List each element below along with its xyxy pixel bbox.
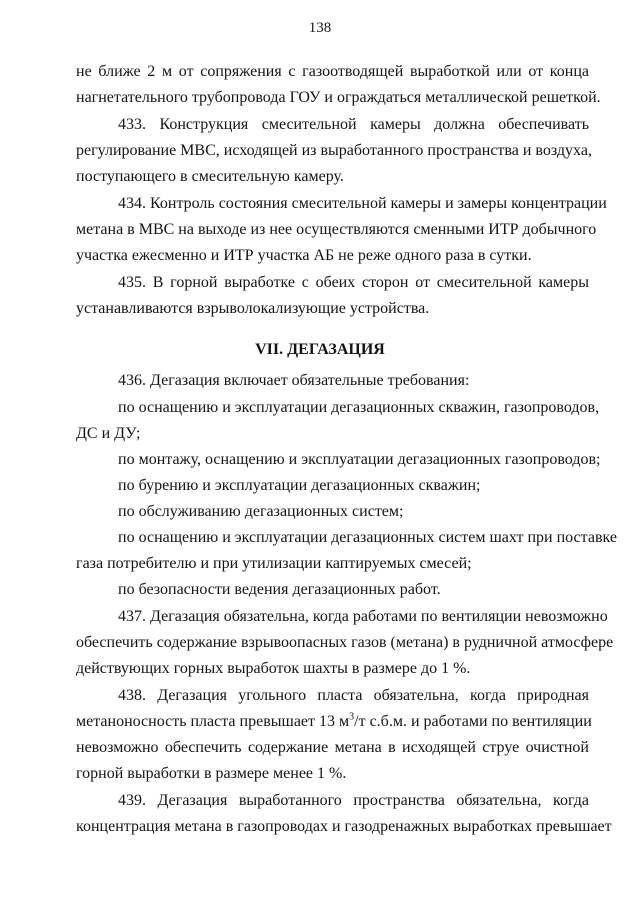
text-line: не ближе 2 м от сопряжения с газоотводящей выработкой или от конца bbox=[76, 63, 589, 80]
paragraph-434-start: 434. Контроль состояния смесительной камеры и замеры концентрации bbox=[118, 195, 607, 212]
text-line: концентрация метана в газопроводах и газодренажных выработках превышает bbox=[76, 818, 612, 835]
text-line: устанавливаются взрыволокализующие устройства. bbox=[76, 300, 430, 317]
text-line: газа потребителю и при утилизации каптируемых смесей; bbox=[76, 555, 472, 572]
paragraph-435-start: 435. В горной выработке с обеих сторон от смесительной камеры bbox=[118, 274, 589, 291]
list-item: по оснащению и эксплуатации дегазационных систем шахт при поставке bbox=[118, 529, 617, 546]
list-item: по монтажу, оснащению и эксплуатации дегазационных газопроводов; bbox=[118, 451, 601, 468]
list-item: по обслуживанию дегазационных систем; bbox=[118, 503, 404, 520]
list-item: по безопасности ведения дегазационных работ. bbox=[118, 581, 441, 598]
text-line: регулирование МВС, исходящей из выработанного пространства и воздуха, bbox=[76, 142, 592, 159]
list-item: по оснащению и эксплуатации дегазационных скважин, газопроводов, bbox=[118, 399, 600, 416]
paragraph-438-start: 438. Дегазация угольного пласта обязательна, когда природная bbox=[118, 687, 589, 704]
paragraph-433-start: 433. Конструкция смесительной камеры должна обеспечивать bbox=[118, 116, 589, 133]
paragraph-436-start: 436. Дегазация включает обязательные требования: bbox=[118, 372, 470, 389]
paragraph-437-start: 437. Дегазация обязательна, когда работами по вентиляции невозможно bbox=[118, 608, 608, 625]
text-line: нагнетательного трубопровода ГОУ и ограждаться металлической решеткой. bbox=[76, 89, 601, 106]
text-line: метана в МВС на выходе из нее осуществляются сменными ИТР добычного bbox=[76, 221, 597, 238]
paragraph-439-start: 439. Дегазация выработанного пространства обязательна, когда bbox=[118, 792, 589, 809]
text-line: поступающего в смесительную камеру. bbox=[76, 168, 344, 185]
text-line: невозможно обеспечить содержание метана в исходящей струе очистной bbox=[76, 739, 589, 756]
text-line: обеспечить содержание взрывоопасных газов (метана) в рудничной атмосфере bbox=[76, 634, 614, 651]
list-item: по бурению и эксплуатации дегазационных скважин; bbox=[118, 477, 481, 494]
text-line: горной выработки в размере менее 1 %. bbox=[76, 765, 347, 782]
text-line: участка ежесменно и ИТР участка АБ не реже одного раза в сутки. bbox=[76, 247, 532, 264]
text-fragment: метаноносность пласта превышает 13 м bbox=[76, 713, 350, 730]
section-heading: VII. ДЕГАЗАЦИЯ bbox=[255, 341, 385, 358]
text-line: действующих горных выработок шахты в размере до 1 %. bbox=[76, 660, 471, 677]
text-line-with-unit bbox=[76, 711, 592, 731]
text-line: ДС и ДУ; bbox=[76, 425, 141, 442]
text-fragment: /т с.б.м. и работами по вентиляции bbox=[354, 713, 592, 730]
superscript-exponent: 3 bbox=[349, 711, 355, 723]
page-number: 138 bbox=[308, 20, 332, 36]
